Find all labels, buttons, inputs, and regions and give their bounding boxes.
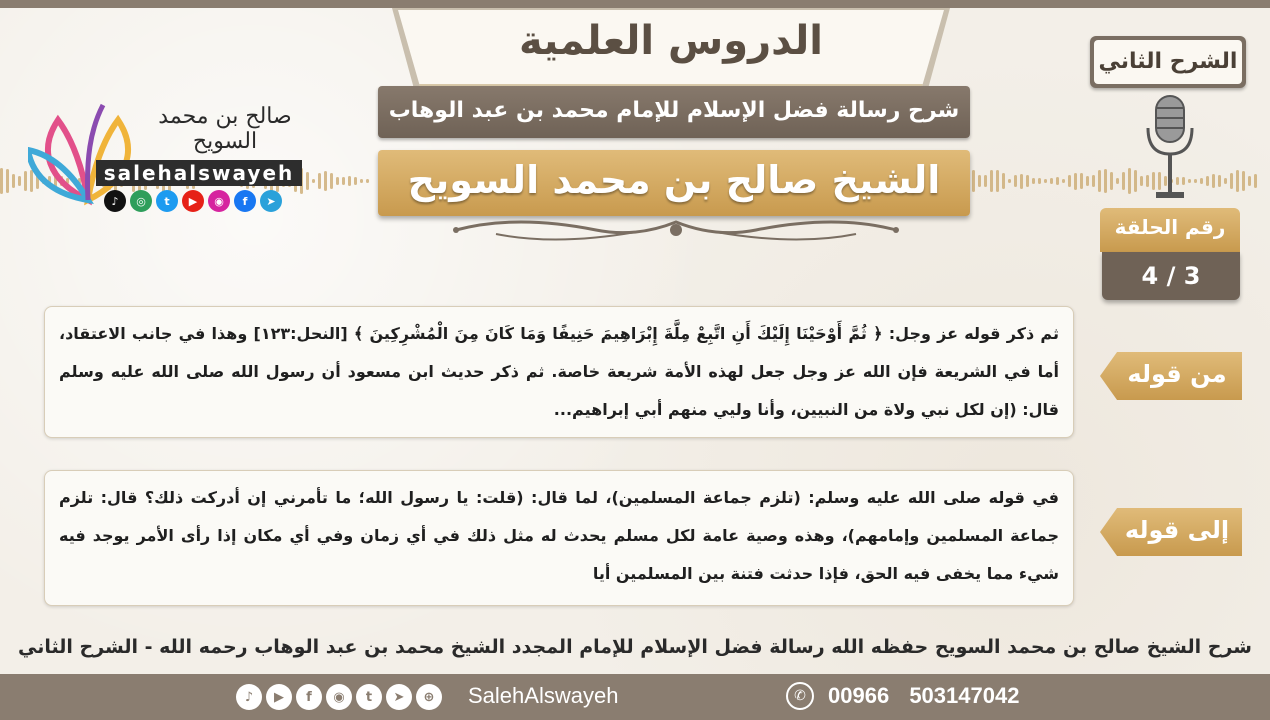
footer-caption: شرح الشيخ صالح بن محمد السويح حفظه الله رسالة فضل الإسلام للإمام المجدد الشيخ محمد بن عبد الوهاب رحمه الله - الشرح الثاني <box>18 636 1252 658</box>
wave-bar <box>360 179 363 184</box>
phone-number[interactable] <box>828 683 1019 709</box>
wave-bar <box>1212 174 1215 188</box>
wave-bar <box>1104 169 1107 194</box>
to-tag: إلى قوله <box>1124 516 1230 544</box>
wave-bar <box>1254 174 1257 187</box>
wave-bar <box>1014 175 1017 188</box>
youtube-icon[interactable]: ▶ <box>182 190 204 212</box>
instagram-icon[interactable]: ◉ <box>208 190 230 212</box>
wave-bar <box>318 173 321 189</box>
wave-bar <box>312 179 315 183</box>
footer-social-icons <box>236 684 442 710</box>
phone-code: 00966 <box>828 683 890 708</box>
wave-bar <box>6 169 9 193</box>
tiktok-icon[interactable]: ♪ <box>236 684 262 710</box>
wave-bar <box>978 175 981 186</box>
wave-bar <box>1116 178 1119 183</box>
wave-bar <box>1026 175 1029 186</box>
youtube-icon[interactable]: ▶ <box>266 684 292 710</box>
wave-bar <box>1098 170 1101 192</box>
wave-bar <box>336 177 339 185</box>
whatsapp-icon[interactable]: ✆ <box>786 682 814 710</box>
wave-bar <box>1122 172 1125 191</box>
ornament-divider-icon <box>436 212 916 248</box>
wave-bar <box>1218 175 1221 186</box>
wave-bar <box>324 171 327 191</box>
wave-bar <box>1002 173 1005 188</box>
from-tag: من قوله <box>1127 360 1227 388</box>
logo-arabic-name: صالح بن محمد السويح <box>158 104 292 154</box>
wave-bar <box>1236 170 1239 193</box>
wave-bar <box>1206 176 1209 187</box>
wave-bar <box>18 176 21 185</box>
instagram-icon[interactable]: ◉ <box>326 684 352 710</box>
wave-bar <box>1086 176 1089 185</box>
sharh-badge: الشرح الثاني <box>1094 40 1242 84</box>
wave-bar <box>306 172 309 189</box>
from-text-box: ثم ذكر قوله عز وجل: ﴿ ثُمَّ أَوْحَيْنَا إِلَيْكَ أَنِ اتَّبِعْ مِلَّةَ إِبْرَاهِيمَ حَنِيفًا وَمَا كَانَ مِنَ الْمُشْرِكِينَ ﴾ [النحل:١٢٣] وهذا في جانب الاعتقاد، أما في الشريعة فإن الله عز وجل جعل لهذه الأمة شريعة خاصة. ثم ذكر حديث ابن مسعود أن رسول الله صلى الله عليه وسلم قال: (إن لكل نبي ولاة من النبيين، وأنا وليي منهم أبي إبراهيم... <box>44 306 1074 438</box>
microphone-icon <box>1140 92 1200 202</box>
wave-bar <box>1032 178 1035 184</box>
wave-bar <box>1110 172 1113 189</box>
wave-bar <box>1038 178 1041 183</box>
facebook-icon[interactable]: f <box>234 190 256 212</box>
logo-latin-name: salehalswayeh <box>96 160 302 186</box>
wave-bar <box>1074 173 1077 190</box>
wave-bar <box>1062 179 1065 183</box>
wave-bar <box>348 176 351 186</box>
telegram-icon[interactable]: ➤ <box>386 684 412 710</box>
wave-bar <box>1056 177 1059 184</box>
wave-bar <box>1224 178 1227 183</box>
wave-bar <box>990 170 993 192</box>
wave-bar <box>342 177 345 184</box>
logo-social-icons <box>104 190 282 212</box>
wave-bar <box>1068 175 1071 186</box>
top-border <box>0 0 1270 8</box>
wave-bar <box>1128 168 1131 193</box>
wave-bar <box>1044 179 1047 183</box>
wave-bar <box>1080 173 1083 190</box>
wave-bar <box>1092 175 1095 186</box>
telegram-icon[interactable]: ➤ <box>260 190 282 212</box>
wave-bar <box>0 168 3 193</box>
facebook-icon[interactable]: f <box>296 684 322 710</box>
page-title: الدروس العلمية <box>519 18 823 64</box>
dribbble-icon[interactable]: ◎ <box>130 190 152 212</box>
episode-number: 3 / 4 <box>1141 262 1201 290</box>
phone-digits: 503147042 <box>909 683 1020 708</box>
wave-bar <box>1050 178 1053 185</box>
wave-bar <box>1242 171 1245 191</box>
wave-bar <box>1230 173 1233 189</box>
wave-bar <box>1200 178 1203 184</box>
tiktok-icon[interactable]: ♪ <box>104 190 126 212</box>
episode-label: رقم الحلقة <box>1114 215 1226 239</box>
wave-bar <box>984 175 987 186</box>
book-subtitle: شرح رسالة فضل الإسلام للإمام محمد بن عبد الوهاب <box>388 98 960 123</box>
wave-bar <box>366 179 369 183</box>
wave-bar <box>12 174 15 187</box>
wave-bar <box>24 171 27 191</box>
web-icon[interactable]: ⊕ <box>416 684 442 710</box>
sheikh-name: الشيخ صالح بن محمد السويح <box>407 158 941 202</box>
wave-bar <box>972 170 975 193</box>
footer-bar <box>0 674 1270 720</box>
wave-bar <box>330 173 333 189</box>
twitter-icon[interactable]: t <box>356 684 382 710</box>
wave-bar <box>354 177 357 185</box>
wave-bar <box>1008 179 1011 183</box>
wave-bar <box>1248 176 1251 185</box>
wave-bar <box>1020 174 1023 189</box>
social-handle[interactable]: SalehAlswayeh <box>468 683 619 708</box>
twitter-icon[interactable]: t <box>156 190 178 212</box>
wave-bar <box>1134 170 1137 191</box>
wave-bar <box>996 170 999 193</box>
waveform-right <box>972 166 1270 196</box>
to-text-box: في قوله صلى الله عليه وسلم: (تلزم جماعة المسلمين)، لما قال: (قلت: يا رسول الله؛ ما تأمرني إن أدركت ذلك؟ قال: تلزم جماعة المسلمين وإمامهم)، وهذه وصية عامة لكل مسلم يحدث له مثل ذلك في أي زمان وفي أي مكان إذا رأى الأمر يوجد فيه شيء مما يخفى فيه الحق، فإذا حدثت فتنة بين المسلمين أيا <box>44 470 1074 606</box>
